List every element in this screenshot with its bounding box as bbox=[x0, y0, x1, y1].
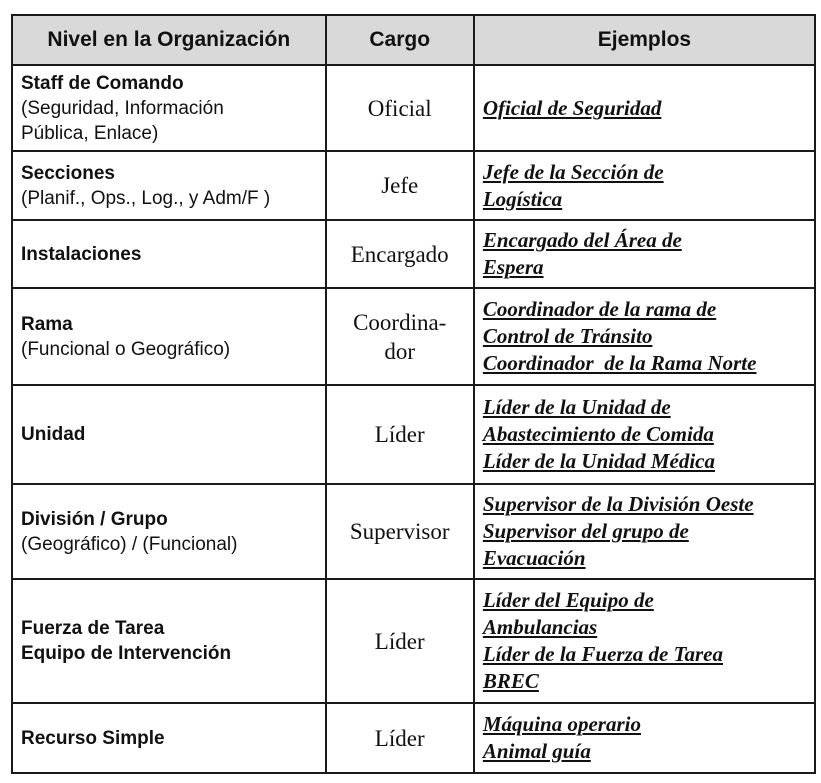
example-text: Evacuación bbox=[482, 546, 586, 570]
table-row bbox=[12, 579, 815, 703]
level-name: Recurso Simple bbox=[21, 727, 165, 749]
table-row bbox=[12, 703, 815, 773]
level-cell bbox=[12, 151, 326, 220]
example-text: Coordinador de la Rama Norte bbox=[482, 351, 757, 375]
example-text: Logística bbox=[482, 186, 563, 211]
cargo-text: Oficial bbox=[367, 95, 432, 121]
example-text: Líder de la Unidad Médica bbox=[482, 449, 715, 473]
level-name: Staff de Comando bbox=[21, 72, 184, 94]
level-sub: (Seguridad, Información bbox=[21, 97, 224, 119]
example-text: Jefe de la Sección de bbox=[482, 159, 664, 184]
level-cell bbox=[12, 65, 326, 151]
table-row bbox=[12, 65, 815, 151]
cargo-cell bbox=[326, 385, 474, 484]
level-name: Unidad bbox=[21, 424, 86, 445]
example-text: Líder de la Unidad de bbox=[482, 395, 671, 419]
examples-cell bbox=[474, 65, 815, 151]
level-sub: (Geográfico) / (Funcional) bbox=[21, 533, 238, 555]
level-cell bbox=[12, 220, 326, 288]
header-cargo: Cargo bbox=[326, 15, 474, 65]
level-name: Secciones bbox=[21, 162, 115, 184]
examples-cell bbox=[474, 220, 815, 288]
cargo-text: Líder bbox=[374, 628, 425, 654]
examples-cell bbox=[474, 484, 815, 579]
example-text: BREC bbox=[482, 669, 539, 693]
example-text: Encargado del Área de bbox=[482, 228, 682, 252]
table-row bbox=[12, 288, 815, 385]
example-text: Máquina operario bbox=[482, 712, 641, 736]
cargo-cell bbox=[326, 151, 474, 220]
example-text: Control de Tránsito bbox=[482, 324, 653, 348]
example-text: Oficial de Seguridad bbox=[482, 95, 662, 120]
example-text: Supervisor de la División Oeste bbox=[482, 492, 754, 516]
level-sub: (Planif., Ops., Log., y Adm/F ) bbox=[21, 187, 271, 209]
example-text: Abastecimiento de Comida bbox=[482, 422, 714, 446]
level-cell bbox=[12, 703, 326, 773]
examples-cell bbox=[474, 385, 815, 484]
cargo-text: Líder bbox=[374, 422, 425, 447]
header-level: Nivel en la Organización bbox=[12, 15, 326, 65]
level-name: Rama bbox=[21, 313, 73, 335]
cargo-cell bbox=[326, 579, 474, 703]
cargo-text: Líder bbox=[374, 725, 425, 751]
example-text: Coordinador de la rama de bbox=[482, 297, 717, 321]
level-cell bbox=[12, 385, 326, 484]
example-text: Líder del Equipo de bbox=[482, 588, 654, 612]
table-row bbox=[12, 484, 815, 579]
level-name: División / Grupo bbox=[21, 508, 168, 530]
table-row bbox=[12, 220, 815, 288]
examples-cell bbox=[474, 703, 815, 773]
level-name: Equipo de Intervención bbox=[21, 643, 232, 664]
level-cell bbox=[12, 579, 326, 703]
cargo-cell bbox=[326, 484, 474, 579]
example-text: Líder de la Fuerza de Tarea bbox=[482, 642, 723, 666]
table-row bbox=[12, 385, 815, 484]
cargo-cell bbox=[326, 65, 474, 151]
organization-table bbox=[11, 14, 816, 774]
cargo-cell bbox=[326, 703, 474, 773]
cargo-text: Coordina- bbox=[353, 309, 447, 335]
level-sub: Pública, Enlace) bbox=[21, 122, 159, 144]
cargo-text: Supervisor bbox=[349, 519, 450, 544]
examples-cell bbox=[474, 288, 815, 385]
example-text: Ambulancias bbox=[482, 615, 598, 639]
level-cell bbox=[12, 484, 326, 579]
header-examples: Ejemplos bbox=[474, 15, 815, 65]
level-name: Instalaciones bbox=[21, 243, 142, 265]
example-text: Espera bbox=[482, 255, 544, 279]
cargo-text: Encargado bbox=[350, 241, 449, 267]
cargo-text: dor bbox=[384, 338, 416, 364]
cargo-cell bbox=[326, 220, 474, 288]
level-cell bbox=[12, 288, 326, 385]
level-sub: (Funcional o Geográfico) bbox=[21, 338, 231, 360]
examples-cell bbox=[474, 579, 815, 703]
example-text: Supervisor del grupo de bbox=[482, 519, 689, 543]
examples-cell bbox=[474, 151, 815, 220]
example-text: Animal guía bbox=[482, 739, 591, 763]
table-row bbox=[12, 151, 815, 220]
cargo-cell bbox=[326, 288, 474, 385]
header-row bbox=[12, 15, 815, 65]
cargo-text: Jefe bbox=[381, 173, 419, 198]
level-name: Fuerza de Tarea bbox=[21, 618, 165, 639]
